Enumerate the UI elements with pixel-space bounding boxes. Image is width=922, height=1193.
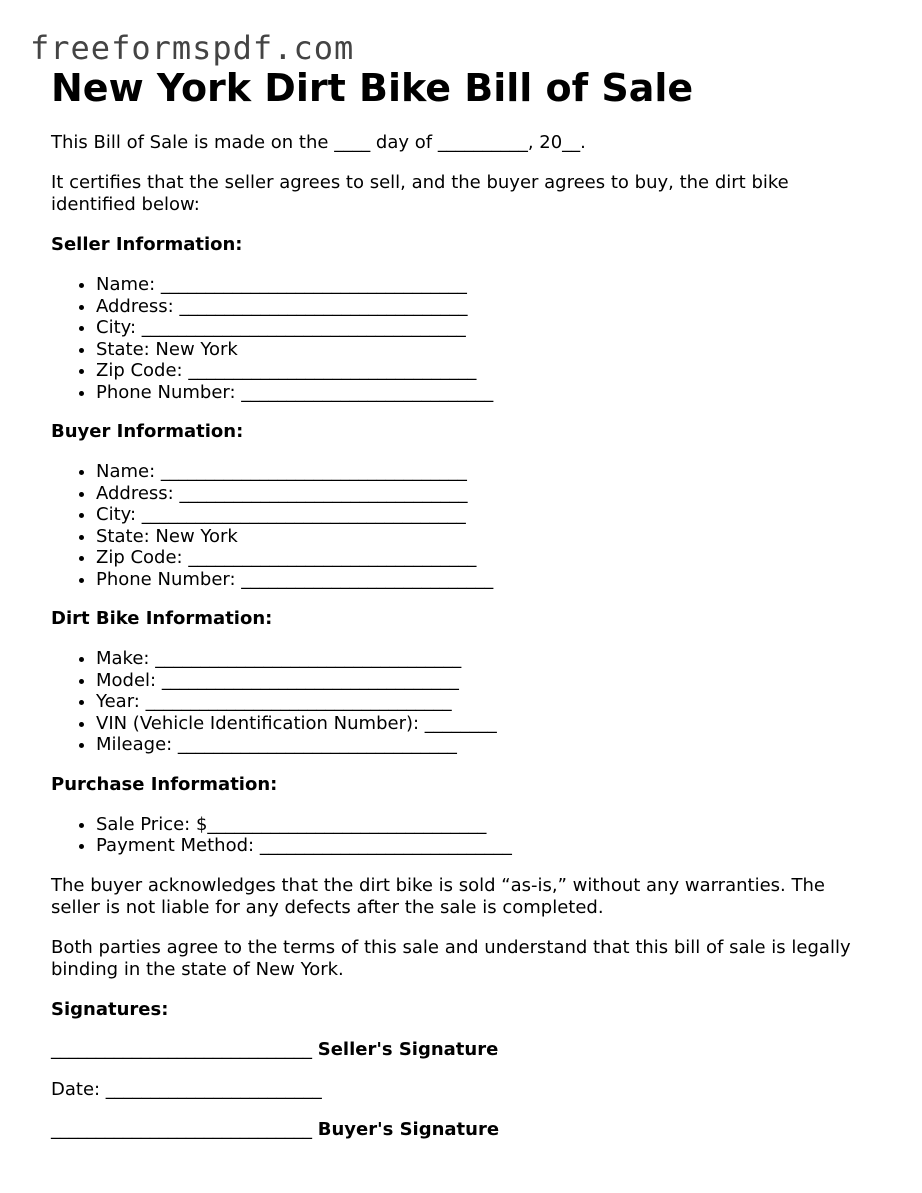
list-item: • Year: __________________________________ <box>96 691 871 713</box>
seller-signature-blank: _____________________________ <box>51 1038 318 1060</box>
buyer-signature-label: Buyer's Signature <box>317 1118 500 1140</box>
buyer-signature-line <box>51 1119 871 1141</box>
list-item: • Address: ________________________________ <box>96 483 871 505</box>
seller-signature-line <box>51 1039 871 1061</box>
list-item: • State: New York <box>96 339 871 361</box>
list-item: • Model: _________________________________ <box>96 670 871 692</box>
list-item: • Name: __________________________________ <box>96 274 871 296</box>
certify-paragraph: It certifies that the seller agrees to sell, and the buyer agrees to buy, the dirt bike identified below: <box>51 172 789 215</box>
binding-paragraph: Both parties agree to the terms of this sale and understand that this bill of sale is legally binding in the state of New York. <box>51 936 851 980</box>
list-item: • State: New York <box>96 526 871 548</box>
list-item: • Payment Method: ____________________________ <box>96 835 871 857</box>
list-item: • Phone Number: ____________________________ <box>96 569 871 591</box>
signatures-heading: Signatures: <box>51 998 169 1020</box>
list-item: • Make: __________________________________ <box>96 648 871 670</box>
seller-heading: Seller Information: <box>51 234 243 255</box>
buyer-heading: Buyer Information: <box>51 421 244 442</box>
list-item: • Mileage: _______________________________ <box>96 734 871 756</box>
intro-paragraph: This Bill of Sale is made on the ____ day of __________, 20__. <box>51 132 586 153</box>
list-item: • Zip Code: ________________________________ <box>96 547 871 569</box>
document-body <box>51 64 871 1141</box>
seller-signature-label: Seller's Signature <box>317 1038 499 1060</box>
list-item: • Zip Code: ________________________________ <box>96 360 871 382</box>
buyer-list <box>51 461 871 590</box>
list-item: • Sale Price: $_______________________________ <box>96 814 871 836</box>
bike-list <box>51 648 871 756</box>
date-line: Date: ________________________ <box>51 1078 322 1100</box>
purchase-heading: Purchase Information: <box>51 773 278 795</box>
page-title: New York Dirt Bike Bill of Sale <box>51 66 694 110</box>
as-is-paragraph: The buyer acknowledges that the dirt bike is sold “as-is,” without any warranties. The seller is not liable for any defects after the sale is completed. <box>51 874 825 918</box>
list-item: • City: ____________________________________ <box>96 317 871 339</box>
list-item: • VIN (Vehicle Identification Number): ________ <box>96 713 871 735</box>
list-item: • Phone Number: ____________________________ <box>96 382 871 404</box>
list-item: • Name: __________________________________ <box>96 461 871 483</box>
bike-heading: Dirt Bike Information: <box>51 608 273 629</box>
seller-list <box>51 274 871 403</box>
watermark-text: freeformspdf.com <box>30 29 355 67</box>
buyer-signature-blank: _____________________________ <box>51 1118 318 1140</box>
list-item: • City: ____________________________________ <box>96 504 871 526</box>
purchase-list <box>51 814 871 857</box>
list-item: • Address: ________________________________ <box>96 296 871 318</box>
